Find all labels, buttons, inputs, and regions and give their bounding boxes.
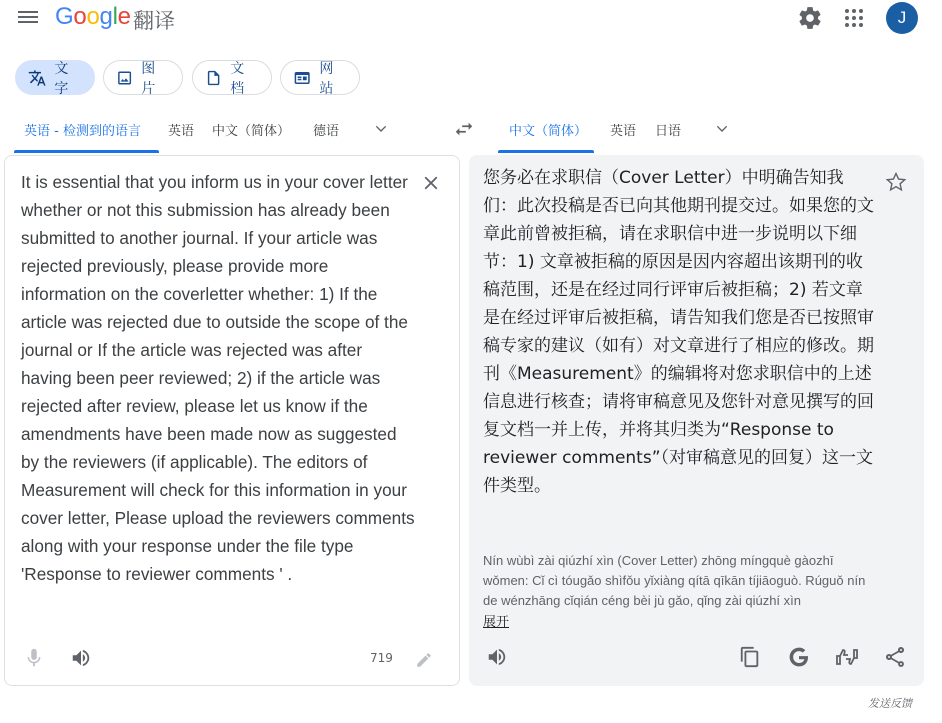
product-name: 翻译	[133, 9, 175, 33]
chevron-down-icon[interactable]	[714, 121, 730, 137]
target-tab-indicator	[498, 150, 594, 153]
hamburger-menu-icon[interactable]	[16, 8, 40, 28]
image-icon	[116, 69, 133, 87]
translation-panel	[469, 155, 924, 686]
star-icon[interactable]	[884, 170, 908, 194]
mode-website-label: 网站	[319, 60, 334, 97]
app-header	[0, 0, 942, 40]
translation-output: 您务必在求职信（Cover Letter）中明确告知我们：此次投稿是否已向其他期刊提交过。如果您的文章此前曾被拒稿，请在求职信中进一步说明以下细节：1) 文章被拒稿的原因是因内容超出该期刊的收稿范围，还是在经过同行评审后被拒稿；2) 若文章是在经过评审后被拒稿，请告知我们您是否已按照审稿专家的建议（如有）对文章进行了相应的修改。期刊《Measurement》的编辑将对您求职信中的上述信息进行核查；请将审稿意见及您针对意见撰写的回复文档一并上传，并将其归类为“Response to reviewer comments”（对审稿意见的回复）这一文件类型。	[483, 168, 874, 496]
microphone-icon[interactable]	[23, 647, 45, 669]
settings-gear-icon[interactable]	[797, 5, 823, 31]
target-lang-japanese-tab[interactable]: 日语	[655, 124, 682, 139]
source-lang-detected-tab[interactable]: 英语 - 检测到的语言	[24, 124, 141, 139]
speaker-icon[interactable]	[69, 647, 93, 669]
target-lang-chinese-tab[interactable]: 中文（简体）	[509, 124, 588, 139]
source-lang-german-tab[interactable]: 德语	[313, 124, 340, 139]
share-icon[interactable]	[883, 645, 907, 669]
source-lang-chinese-tab[interactable]: 中文（简体）	[212, 124, 291, 139]
apps-grid-icon[interactable]	[842, 6, 866, 30]
mode-website-button[interactable]	[280, 60, 360, 95]
source-tab-indicator	[14, 150, 159, 153]
document-icon	[205, 69, 222, 87]
expand-link[interactable]: 展开	[483, 615, 510, 630]
source-panel	[4, 155, 460, 686]
translate-icon	[28, 68, 46, 88]
mode-document-label: 文档	[230, 60, 245, 97]
google-logo[interactable]: Google	[55, 3, 131, 30]
rate-translation-icon[interactable]	[834, 645, 860, 669]
chevron-down-icon[interactable]	[373, 121, 389, 137]
pencil-icon[interactable]	[415, 651, 433, 669]
character-count: 719	[370, 651, 393, 665]
close-icon[interactable]	[420, 172, 442, 194]
mode-image-button[interactable]	[103, 60, 183, 95]
target-lang-english-tab[interactable]: 英语	[610, 124, 637, 139]
mode-image-label: 图片	[141, 60, 156, 97]
mode-document-button[interactable]	[192, 60, 272, 95]
romanization-text: Nín wùbì zài qiúzhí xìn (Cover Letter) zhōng míngquè gàozhī wǒmen: Cǐ cì tóugǎo shìfǒu yǐxiàng qítā qīkān tíjiāoguò. Rúguǒ nín de wénzhāng cǐqián céng bèi jù gǎo, qǐng zài qiúzhí xìn	[483, 553, 866, 608]
copy-icon[interactable]	[739, 646, 761, 668]
mode-text-button[interactable]	[15, 60, 95, 95]
mode-text-label: 文字	[54, 60, 69, 97]
send-feedback-link[interactable]: 发送反馈	[868, 697, 912, 710]
speaker-icon[interactable]	[485, 646, 509, 668]
website-icon	[293, 69, 311, 87]
source-text-input[interactable]: It is essential that you inform us in your cover letter whether or not this submission has already been submitted to another journal. If your article was rejected previously, please provide more information on the coverletter whether: 1) If the article was rejected due to outside the scope of the journal or If the article was rejected was after having been peer reviewed; 2) if the article was rejected after review, please let us know if the amendments have been made now as suggested by the reviewers (if applicable). The editors of Measurement will check for this information in your cover letter, Please upload the reviewers comments along with your response under the file type 'Response to reviewer comments ' .	[21, 172, 420, 584]
google-search-icon[interactable]	[787, 645, 811, 669]
source-lang-english-tab[interactable]: 英语	[168, 124, 195, 139]
account-avatar[interactable]: J	[886, 2, 918, 34]
swap-languages-icon[interactable]	[452, 118, 476, 140]
